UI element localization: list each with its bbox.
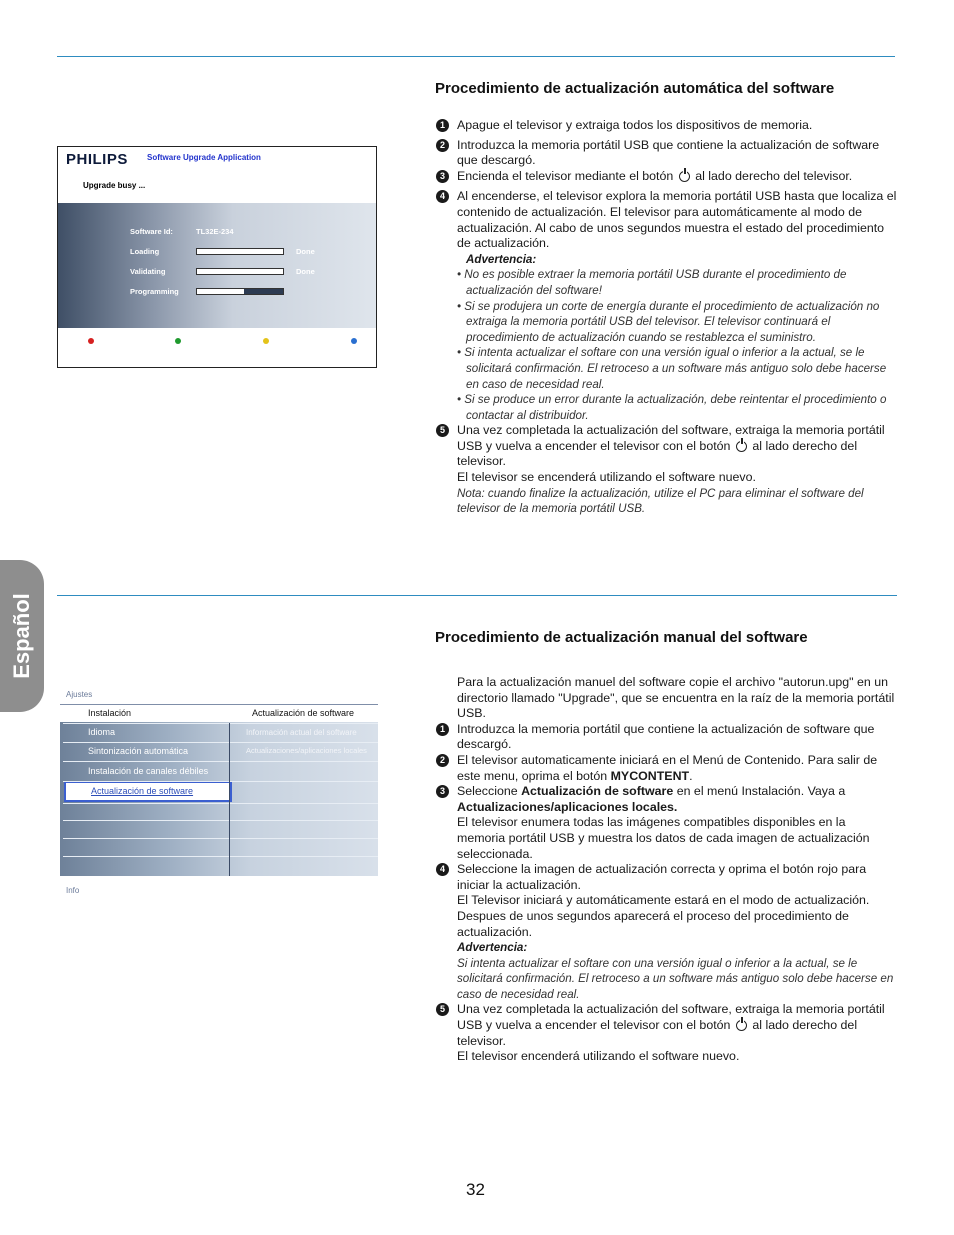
progress-panel <box>58 203 376 328</box>
after-text: El televisor se encenderá utilizando el software nuevo. <box>457 470 756 485</box>
row-state: Done <box>296 247 315 256</box>
yellow-button-icon <box>263 338 269 344</box>
warning-title: Advertencia: <box>466 252 537 266</box>
row-label: Programming <box>130 287 179 296</box>
step-4: 4 Seleccione la imagen de actualización correcta y oprima el botón rojo para iniciar la actualización. El Televisor iniciará y automáticamente estará en el modo de actualización. Despues de unos segundos aparecerá el proceso del procedimiento de actualización. <box>435 862 897 940</box>
menu-item-idioma[interactable]: Idioma <box>88 727 116 737</box>
green-button-icon <box>175 338 181 344</box>
progress-bar <box>196 288 284 295</box>
after-text: El televisor encenderá utilizando el software nuevo. <box>457 1049 740 1064</box>
status-text: Upgrade busy ... <box>83 181 146 190</box>
philips-logo: PHILIPS <box>66 151 128 168</box>
row-state: Done <box>296 267 315 276</box>
language-tab-label: Español <box>9 593 34 679</box>
submenu-item-local-updates[interactable]: Actualizaciones/aplicaciones locales <box>246 746 367 755</box>
step-2: 2 Introduzca la memoria portátil USB que contiene la actualización de software que descargó. <box>435 138 897 169</box>
row-label: Loading <box>130 247 160 256</box>
row-label: Validating <box>130 267 166 276</box>
menu-header: Instalación <box>88 708 132 718</box>
step-1: 1 Apague el televisor y extraiga todos los dispositivos de memoria. <box>435 118 897 134</box>
step-3: 3 Encienda el televisor mediante el botón al lado derecho del televisor. <box>435 169 897 185</box>
submenu-header: Actualización de software <box>252 708 355 718</box>
progress-bar <box>196 268 284 275</box>
warning-text: Si intenta actualizar el softare con una versión igual o inferior a la actual, se le solicitará confirmación. El retroceso a un software más antiguo solo debe hacerse en caso de necesidad real. <box>457 956 894 1001</box>
progress-bar <box>196 248 284 255</box>
menu-item-canales-debiles[interactable]: Instalación de canales débiles <box>88 766 209 776</box>
step-4: 4 Al encenderse, el televisor explora la memoria portátil USB hasta que localiza el contenido de actualización. El televisor para automáticamente al modo de actualización. Al cabo de unos segundos muestra el estado del procedimiento de actualización. <box>435 189 897 251</box>
warning-item: • Si se produce un error durante la actualización, debe reintentar el procedimiento o contactar al distribuidor. <box>457 393 887 422</box>
section2-body <box>435 675 897 1065</box>
warning-item: • No es posible extraer la memoria portátil USB durante el procedimiento de actualización del software! <box>457 268 847 297</box>
upgrade-screen <box>57 146 377 368</box>
step-5: 5 Una vez completada la actualización del software, extraiga la memoria portátil USB y vuelva a encender el televisor con el botón al lado derecho del televisor. <box>435 1002 897 1049</box>
warning-list <box>435 267 897 423</box>
red-button-icon <box>88 338 94 344</box>
info-label: Info <box>66 886 80 895</box>
settings-menu-screen <box>60 690 378 900</box>
top-rule <box>57 56 895 57</box>
section1-heading: Procedimiento de actualización automática del software <box>435 80 835 97</box>
intro-text: Para la actualización manuel del software copie el archivo "autorun.upg" en un directorio llamado "Upgrade", que se encuentra en la raíz de la memoria portátil USB. <box>457 675 895 721</box>
warning-title: Advertencia: <box>457 941 528 955</box>
warning-block <box>435 252 897 268</box>
middle-rule <box>57 595 897 596</box>
section2-heading: Procedimiento de actualización manual del software <box>435 629 808 646</box>
menu-item-sintonizacion[interactable]: Sintonización automática <box>88 746 189 756</box>
power-icon <box>679 171 690 182</box>
blue-button-icon <box>351 338 357 344</box>
software-id-label: Software Id: <box>130 227 173 236</box>
menu-item-actualizacion[interactable]: Actualización de software <box>66 783 230 800</box>
note-text: Nota: cuando finalize la actualización, utilize el PC para eliminar el software del televisor de la memoria portátil USB. <box>457 486 864 516</box>
step-3: 3 Seleccione Actualización de software en el menú Instalación. Vaya a Actualizaciones/aplicaciones locales. El televisor enumera todas las imágenes compatibles disponibles en la memoria portátil USB y muestra los datos de cada imagen de actualización seleccionada. <box>435 784 897 862</box>
step-2: 2 El televisor automaticamente iniciará en el Menú de Contenido. Para salir de este menu, oprima el botón MYCONTENT. <box>435 753 897 784</box>
step-1: 1 Introduzca la memoria portátil que contiene la actualización de software que descargó. <box>435 722 897 753</box>
warning-item: • Si intenta actualizar el softare con una versión igual o inferior a la actual, se le solicitará confirmación. El retroceso a un software más antiguo solo debe hacerse en caso de necesidad real. <box>457 346 887 391</box>
power-icon <box>736 441 747 452</box>
page-number: 32 <box>466 1180 485 1199</box>
breadcrumb: Ajustes <box>66 690 93 699</box>
app-title: Software Upgrade Application <box>147 153 261 162</box>
step-5: 5 Una vez completada la actualización del software, extraiga la memoria portátil USB y vuelva a encender el televisor con el botón al lado derecho del televisor. <box>435 423 897 470</box>
power-icon <box>736 1020 747 1031</box>
warning-item: • Si se produjera un corte de energía durante el procedimiento de actualización no extraiga la memoria portátil USB del televisor. El televisor continuará el procedimiento de actualización cuando se restablezca el suministro. <box>457 299 880 344</box>
submenu-item-info[interactable]: Información actual del software <box>246 728 357 737</box>
software-id-value: TL32E-234 <box>196 227 234 236</box>
section1-body <box>435 118 897 517</box>
